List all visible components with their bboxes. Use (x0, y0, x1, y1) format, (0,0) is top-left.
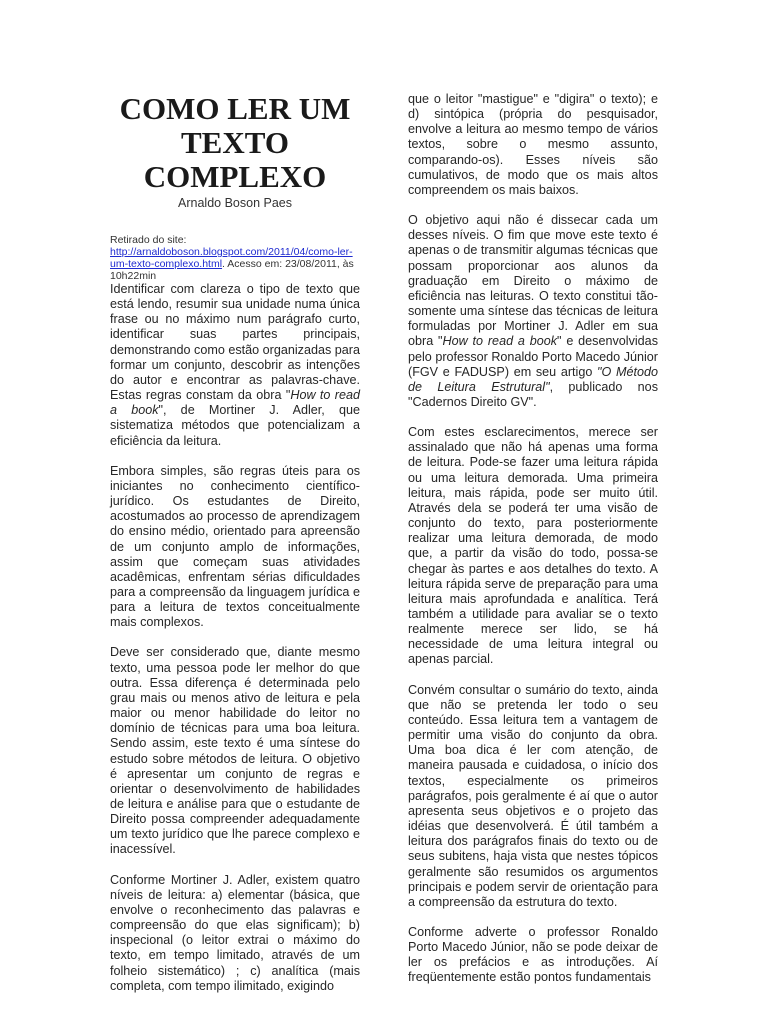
paragraph: Deve ser considerado que, diante mesmo texto, uma pessoa pode ler melhor do que outra. Essa diferença é determinada pelo grau mais ou menos ativo de leitura e pela maior ou menor habilidade do leitor no domínio de técnicas para uma boa leitura. Sendo assim, este texto é uma síntese do estudo sobre métodos de leitura. O objetivo é apresentar um conjunto de regras e orientar o desenvolvimento de habilidades de leitura e análise para que o estudante de Direito possa compreender adequadamente um texto jurídico que lhe parece complexo e inacessível. (110, 645, 360, 857)
paragraph: Convém consultar o sumário do texto, ainda que não se pretenda ler todo o seu conteúdo. Essa leitura tem a vantagem de permitir uma visão do conjunto da obra. Uma boa dica é ler com atenção, de maneira pausada e cuidadosa, o início dos textos, especialmente os primeiros parágrafos, pois geralmente é aí que o autor apresenta seus objetivos e o projeto das idéias que desenvolverá. É útil também a leitura dos parágrafos finais do texto ou de seus subitens, haja vista que nestes tópicos geralmente são resumidos os argumentos principais e podem servir de orientação para a compreensão da estrutura do texto. (408, 682, 658, 909)
author-name: Arnaldo Boson Paes (178, 196, 292, 210)
paragraph: Conforme adverte o professor Ronaldo Porto Macedo Júnior, não se pode deixar de ler os prefácios e as introduções. Aí freqüentemente estão pontos fundamentais (408, 924, 658, 985)
paragraph-text: ", de Mortiner J. Adler, que sistematiza métodos que potencializam a eficiência da leitura. (110, 403, 360, 448)
book-title: How to read a book (110, 388, 360, 418)
document-title (110, 92, 360, 194)
paragraph-text: , publicado nos "Cadernos Direito GV". (408, 379, 658, 409)
paragraph (408, 213, 658, 410)
paragraph (110, 282, 360, 449)
left-column (110, 92, 360, 1009)
source-link[interactable]: http://arnaldoboson.blogspot.com/2011/04/como-ler-um-texto-complexo.html (110, 246, 353, 270)
title-line-2: TEXTO (181, 125, 289, 160)
title-line-1: COMO LER UM (119, 91, 351, 126)
paragraph-text: Identificar com clareza o tipo de texto que está lendo, resumir sua unidade numa única frase ou no máximo num parágrafo curto, identificar suas partes principais, demonstrando como estão organizadas para formar um conjunto, descobrir as intenções do autor e encontrar as palavras-chave. Estas regras constam da obra " (110, 282, 360, 403)
title-line-3: COMPLEXO (143, 159, 327, 194)
right-column (408, 92, 658, 1001)
source-label: Retirado do site: (110, 234, 187, 246)
paragraph: Com estes esclarecimentos, merece ser assinalado que não há apenas uma forma de leitura. Pode-se fazer uma leitura rápida ou uma leitura demorada. Uma primeira leitura, mais rápida, pode ser muito útil. Através dela se poderá ter uma visão de conjunto do texto, para posteriormente realizar uma leitura demorada, de modo que, a partir da visão do todo, possa-se chegar às partes e aos detalhes do texto. A leitura rápida serve de preparação para uma leitura mais aprofundada e analítica. Terá também a utilidade para avaliar se o texto realmente merece ser lido, se há necessidade de uma leitura integral ou apenas parcial. (408, 425, 658, 667)
book-title: How to read a book (442, 334, 558, 349)
paragraph-text: O objetivo aqui não é dissecar cada um desses níveis. O fim que move este texto é apenas o de transmitir algumas técnicas que possam proporcionar aos alunos da graduação em Direito o máximo de eficiência nas leituras. O texto constitui tão-somente uma síntese das técnicas de leitura formuladas por Mortiner J. Adler em sua obra " (408, 213, 658, 349)
article-title: "O Método de Leitura Estrutural" (408, 364, 658, 394)
source-access-date: . Acesso em: 23/08/2011, às 10h22min (110, 258, 354, 282)
paragraph-text: " e desenvolvidas pelo professor Ronaldo Porto Macedo Júnior (FGV e FADUSP) em seu artigo (408, 334, 658, 379)
source-citation (110, 234, 360, 282)
paragraph: que o leitor "mastigue" e "digira" o texto); e d) sintópica (própria do pesquisador, envolve a leitura ao mesmo tempo de vários textos, sobre o mesmo assunto, comparando-os). Esses níveis são cumulativos, de modo que os mais altos compreendem os mais baixos. (408, 92, 658, 197)
paragraph: Conforme Mortiner J. Adler, existem quatro níveis de leitura: a) elementar (básica, que envolve o reconhecimento das palavras e compreensão do que elas significam); b) inspecional (o leitor extrai o máximo do texto, em tempo limitado, através de um folheio sistemático) ; c) analítica (mais completa, com tempo ilimitado, exigindo (110, 872, 360, 993)
paragraph: Embora simples, são regras úteis para os iniciantes no conhecimento científico-jurídico. Os estudantes de Direito, acostumados ao processo de aprendizagem do ensino médio, orientado para apreensão de um conjunto amplo de informações, assim que começam suas atividades acadêmicas, enfrentam sérias dificuldades para a compreensão da linguagem jurídica e para a leitura de textos conceitualmente mais complexos. (110, 463, 360, 630)
